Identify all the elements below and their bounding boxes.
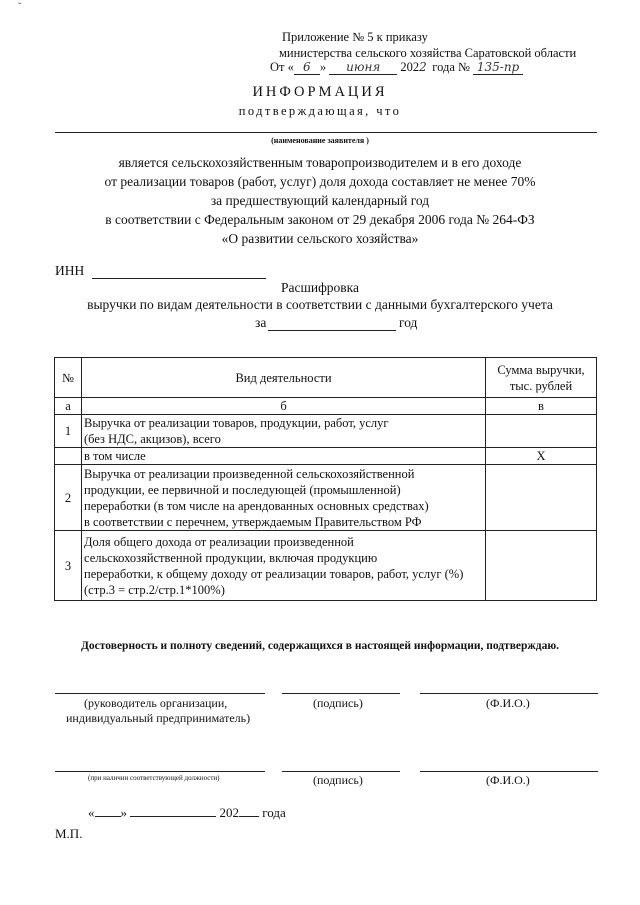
head-role-caption-1: (руководитель организации, [84,696,228,710]
table-row [55,531,597,601]
row-line: (без НДС, акцизов), всего [84,432,221,446]
table-header-row [55,358,597,398]
table-row [55,448,597,465]
head-role-line [55,693,265,694]
accountant-fio-caption: (Ф.И.О.) [486,773,530,787]
row-line: в том числе [84,449,146,463]
row-line: в соответствии с перечнем, утверждаемым Правительством РФ [84,514,422,529]
accountant-role-line [55,771,265,772]
revenue-table [54,357,597,601]
footer-month-field[interactable] [130,816,216,817]
date-day: 6 [294,60,320,75]
statement-line-3: за предшествующий календарный год [210,193,430,208]
accountant-fio-line [420,771,598,772]
row-line: продукции, ее первичной и последующей (промышленной) [84,482,401,497]
period-prefix: за [255,315,267,330]
header-num: № [55,358,82,398]
row-line: сельскохозяйственной продукции, включая продукцию [84,550,378,565]
order-number: 135-пр [473,60,523,75]
date-mid: года № [432,60,470,74]
row-value[interactable] [486,415,597,448]
row-description [82,465,486,531]
statement-line-1: является сельскохозяйственным товаропроизводителем и в его доходе [118,155,522,170]
row-num: 3 [55,531,82,601]
footer-date-open: « [88,805,95,820]
date-year-prefix: 202 [400,60,420,74]
appendix-line: Приложение № 5 к приказу [282,30,428,44]
accountant-signature-caption: (подпись) [313,773,363,787]
table-letters-row [55,398,597,415]
row-line: переработки, к общему доходу от реализации товаров, работ, услуг (%) [84,566,464,581]
footer-year-prefix: 202 [219,805,239,820]
row-num: 2 [55,465,82,531]
applicant-caption: (наименование заявителя ) [271,136,369,145]
breakdown-title: Расшифровка [280,280,360,295]
letter-sum: в [486,398,597,415]
row-value[interactable] [486,531,597,601]
table-row [55,415,597,448]
breakdown-subtitle: выручки по видам деятельности в соответствии с данными бухгалтерского учета [87,297,553,312]
row-description [82,415,486,448]
row-value[interactable] [486,465,597,531]
statement-line-4: в соответствии с Федеральным законом от 29 декабря 2006 года № 264-ФЗ [105,212,535,227]
date-year-suffix: 2 [419,60,427,74]
head-role-caption-2: индивидуальный предприниматель) [66,711,251,725]
row-line: Выручка от реализации товаров, продукции, работ, услуг [84,416,389,430]
row-num: 1 [55,415,82,448]
row-description [82,448,486,465]
head-fio-line [420,693,598,694]
statement-line-5: «О развитии сельского хозяйства» [221,231,419,246]
date-quote-close: » [319,60,327,74]
footer-date-close: » [120,805,127,820]
period-suffix: год [399,315,418,330]
row-line: Доля общего дохода от реализации произведенной [84,534,354,549]
accountant-role-caption: (при наличии соответствующей должности) [88,774,220,782]
stamp-place: М.П. [55,826,83,841]
footer-year-suffix: года [262,805,286,820]
head-fio-caption: (Ф.И.О.) [486,696,530,710]
letter-activity: б [82,398,486,415]
head-signature-caption: (подпись) [313,696,363,710]
row-description [82,531,486,601]
row-num [55,448,82,465]
head-signature-line [282,693,400,694]
period-field-line [268,330,396,331]
date-prefix: От « [270,60,294,74]
row-line: (стр.3 = стр.2/стр.1*100%) [84,582,225,597]
footer-day-field[interactable] [95,816,121,817]
footer-year-field[interactable] [239,816,259,817]
document-title: ИНФОРМАЦИЯ [252,84,388,100]
scan-mark: ˇ [18,2,22,13]
row-line: переработки (в том числе на арендованных основных средствах) [84,498,429,513]
row-value: X [486,448,597,465]
confirmation-text: Достоверность и полноту сведений, содержащихся в настоящей информации, подтверждаю. [81,640,559,652]
table-row [55,465,597,531]
header-activity: Вид деятельности [82,358,486,398]
ministry-line: министерства сельского хозяйства Саратовской области [279,46,577,60]
applicant-name-line [55,132,597,133]
letter-num: а [55,398,82,415]
order-date-line [270,60,523,75]
date-month: июня [329,60,397,75]
document-subtitle: подтверждающая, что [238,104,402,118]
footer-date-line [88,805,286,821]
row-line: Выручка от реализации произведенной сельскохозяйственной [84,466,415,481]
accountant-signature-line [282,771,400,772]
header-sum: Сумма выручки, тыс. рублей [486,358,597,398]
inn-label: ИНН [55,263,85,278]
inn-field-line [92,278,266,279]
statement-line-2: от реализации товаров (работ, услуг) доля дохода составляет не менее 70% [104,174,536,189]
